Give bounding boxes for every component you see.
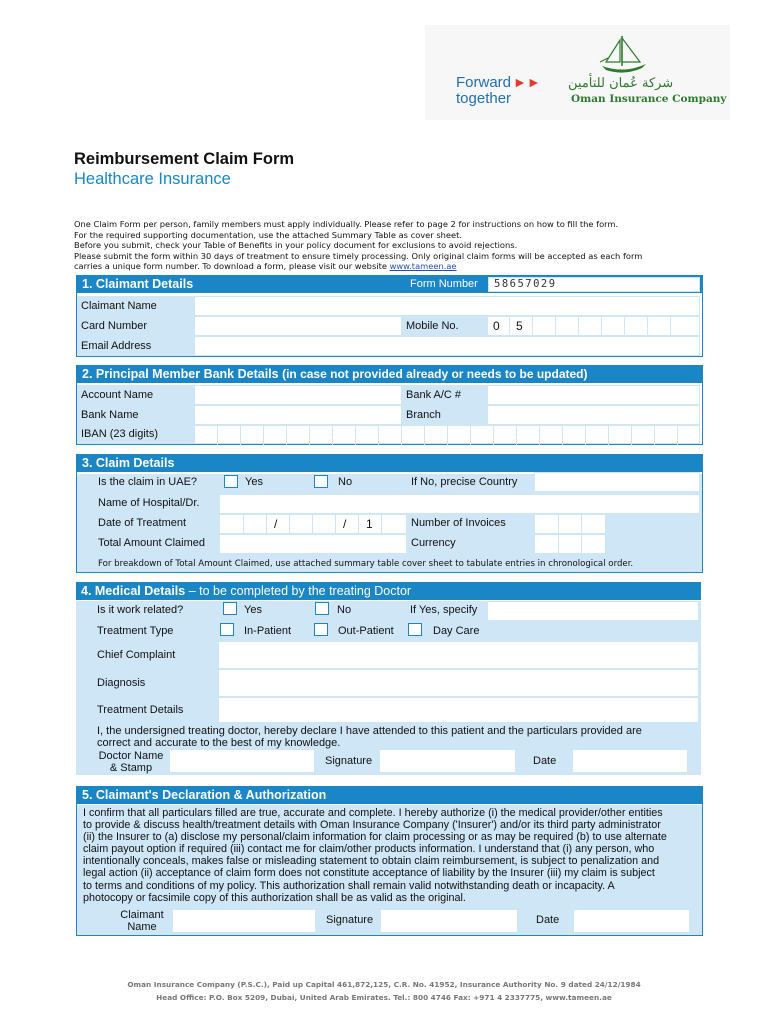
card-number-input[interactable] (194, 316, 402, 336)
in-patient-checkbox[interactable] (220, 623, 234, 636)
arrows-icon: ►► (513, 74, 541, 90)
out-patient-checkbox[interactable] (314, 623, 328, 636)
claimant-declaration-text: I confirm that all particulars filled are true, accurate and complete. I hereby authorize (i) the medical provider/other entities to provide & discuss health/treatment details with Oman Insurance Company ('Insurer') and/or its third party administrator (ii) the Insurer to (a) disclose my personal/claim information for claim processing or as may be required (b) to use alternate claim payout option if required (iii) contact me for claim/other products information. I understand that (i) any person, who intentionally conceals, makes false or misleading statement to obtain claim reimbursement, is subject to penalization and legal action (ii) acceptance of claim form does not constitute acceptance of liability by the Insurer (iii) my claim is subject to terms and conditions of my policy. This authorization shall remain valid notwithstanding death or incapacity. A photocopy or facsimile copy of this authorization shall be as valid as the original. (83, 807, 667, 904)
form-subtitle: Healthcare Insurance (74, 170, 231, 188)
intro-instructions: One Claim Form per person, family members must apply individually. Please refer to page 2 for instructions on how to fill the form. For the required supporting documentation, use the attached Summary Table as cover sheet. Before you submit, check your Table of Benefits in your policy document for exclusions to avoid rejections. Please submit the form within 30 days of treatment to ensure timely processing. Only original claim forms will be accepted as each form carries a unique form number. To download a form, please visit our website www.tameen.ae (74, 219, 643, 271)
footer-company-info: Oman Insurance Company (P.S.C.), Paid up Capital 461,872,125, C.R. No. 41952, Insurance Authority No. 9 dated 24/12/1984 (127, 980, 641, 989)
iban-input[interactable] (194, 425, 700, 444)
section-header: 2. Principal Member Bank Details (in case not provided already or needs to be updated) (77, 366, 702, 383)
total-amount-input[interactable] (219, 534, 407, 554)
section-header: 1. Claimant Details Form Number (77, 276, 702, 293)
claimant-date-input[interactable] (573, 909, 690, 933)
email-input[interactable] (194, 336, 700, 356)
bank-name-label: Bank Name (77, 405, 194, 425)
date-of-treatment-input[interactable]: / / 1 (219, 514, 407, 534)
dhow-ship-icon (598, 32, 650, 76)
account-name-input[interactable] (194, 385, 402, 405)
diagnosis-input[interactable] (218, 669, 699, 697)
section-header: 4. Medical Details – to be completed by the treating Doctor (76, 583, 701, 600)
section-medical-details: 4. Medical Details – to be completed by the treating Doctor Is it work related? Yes No If Yes, specify Treatment Type In-Patient Out-Patient Day Care Chief Complaint Diagnosis Treatment Details I, the undersigned treating doctor, hereby declare I have attended to this patient and the particulars provided are correct and accurate to the best of my knowledge. Doctor Name & Stamp Signature Date (76, 582, 701, 775)
day-care-checkbox[interactable] (408, 623, 422, 636)
claimant-signature-input[interactable] (380, 909, 518, 933)
iban-label: IBAN (23 digits) (77, 425, 194, 444)
chief-complaint-input[interactable] (218, 641, 699, 669)
country-input[interactable] (534, 472, 700, 492)
claim-uae-yes-checkbox[interactable] (224, 475, 238, 488)
mobile-number-input[interactable]: 0 5 (487, 316, 700, 336)
branch-input[interactable] (487, 405, 700, 425)
doctor-date-input[interactable] (572, 749, 688, 773)
currency-input[interactable] (534, 534, 606, 554)
section-header: 5. Claimant's Declaration & Authorization (77, 787, 702, 804)
treatment-details-input[interactable] (218, 697, 699, 723)
doctor-name-input[interactable] (169, 749, 315, 773)
form-number-field: 58657029 (488, 277, 700, 292)
bank-ac-input[interactable] (487, 385, 700, 405)
claimant-name-signature-input[interactable] (172, 909, 316, 933)
section-claimant-details (76, 275, 703, 357)
card-number-label: Card Number (77, 316, 194, 336)
branch-label: Branch (402, 405, 487, 425)
work-related-specify-input[interactable] (487, 601, 699, 621)
section-claimant-declaration: 5. Claimant's Declaration & Authorization I confirm that all particulars filled are true, accurate and complete. I hereby authorize (i) the medical provider/other entities to provide & discuss health/treatment details with Oman Insurance Company ('Insurer') and/or its third party administrator (ii) the Insurer to (a) disclose my personal/claim information for claim processing or as may be required (b) to use alternate claim payout option if required (iii) contact me for claim/other products information. I understand that (i) any person, who intentionally conceals, makes false or misleading statement to obtain claim reimbursement, is subject to penalization and legal action (ii) acceptance of claim form does not constitute acceptance of liability by the Insurer (iii) my claim is subject to terms and conditions of my policy. This authorization shall remain valid notwithstanding death or incapacity. A photocopy or facsimile copy of this authorization shall be as valid as the original. Claimant Name Signature Date (76, 786, 703, 936)
claimant-name-input[interactable] (194, 296, 700, 316)
section-bank-details (76, 365, 703, 445)
form-title: Reimbursement Claim Form (74, 150, 295, 168)
bank-ac-label: Bank A/C # (402, 385, 487, 405)
website-link[interactable]: www.tameen.ae (389, 261, 457, 271)
bank-name-input[interactable] (194, 405, 402, 425)
company-arabic-name: شركة عُمان للتأمين (568, 76, 674, 91)
claim-uae-no-checkbox[interactable] (314, 475, 328, 488)
work-related-yes-checkbox[interactable] (223, 602, 237, 615)
work-related-no-checkbox[interactable] (315, 602, 329, 615)
company-english-name: Oman Insurance Company (571, 93, 727, 105)
section-header: 3. Claim Details (77, 455, 702, 472)
account-name-label: Account Name (77, 385, 194, 405)
hospital-input[interactable] (219, 494, 700, 514)
email-label: Email Address (77, 336, 194, 356)
doctor-signature-input[interactable] (379, 749, 516, 773)
footer-office-info: Head Office: P.O. Box 5209, Dubai, United Arab Emirates. Tel.: 800 4746 Fax: +971 4 2337775, www.tameen.ae (156, 993, 612, 1002)
invoices-input[interactable] (534, 514, 606, 534)
section-claim-details: 3. Claim Details Is the claim in UAE? Yes No If No, precise Country Name of Hospital/Dr. Date of Treatment / / 1 Number of Invoices Total Amount Claimed Currency For breakdown of Total Amount Claimed, use attached summary table cover sheet to tabulate entries in chronological order. (76, 454, 703, 573)
claimant-name-label: Claimant Name (77, 296, 194, 316)
claim-breakdown-note: For breakdown of Total Amount Claimed, use attached summary table cover sheet to tabulate entries in chronological order. (98, 559, 634, 569)
forward-together-logo: Forward ►► together (456, 74, 541, 107)
mobile-label: Mobile No. (402, 316, 487, 336)
